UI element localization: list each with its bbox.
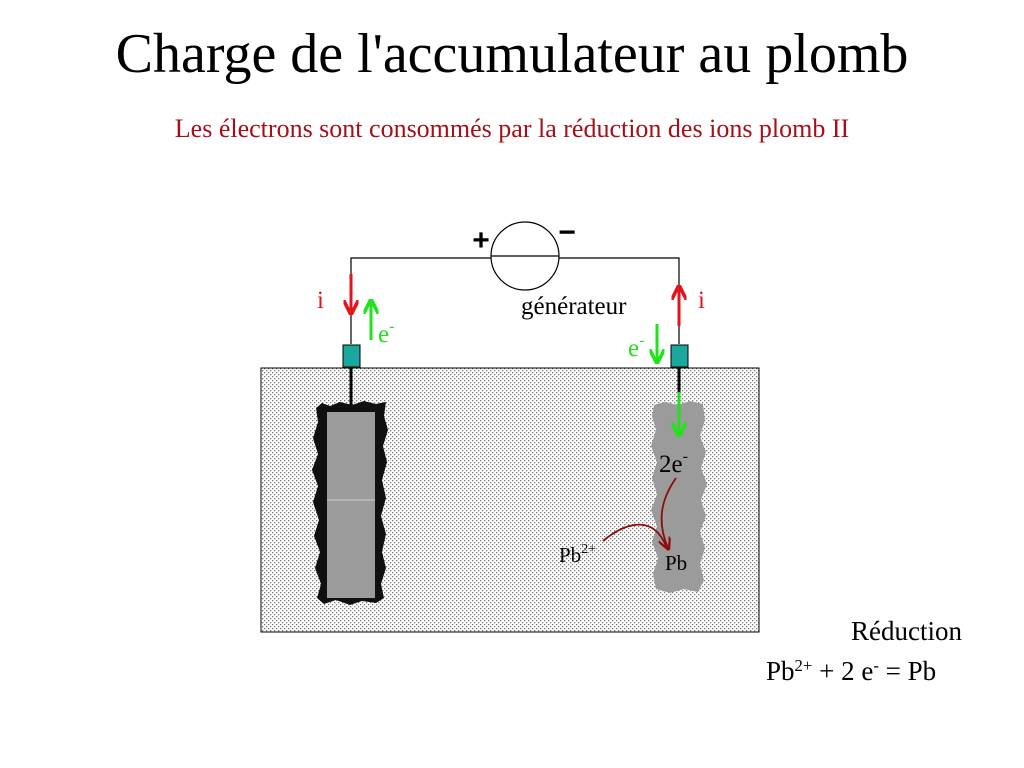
- lead-ion-label: $Pb^{2+}$: [559, 542, 597, 567]
- current-label-left: i: [317, 287, 324, 314]
- current-label-right: i: [698, 287, 705, 314]
- generator-label: générateur: [521, 293, 627, 320]
- right-terminal: [671, 345, 688, 367]
- reaction-lhs-charge: 2+: [794, 655, 813, 675]
- reaction-rhs: = Pb: [878, 656, 937, 686]
- two-electrons-label: 2e-: [659, 448, 688, 478]
- reaction-mid: + 2 e: [812, 656, 874, 686]
- left-terminal: [343, 345, 360, 367]
- minus-sign: −: [558, 216, 576, 249]
- lead-metal-label: Pb: [665, 551, 688, 575]
- left-electrode: [312, 401, 388, 605]
- page-title: Charge de l'accumulateur au plomb: [115, 23, 909, 85]
- reaction-lhs: Pb: [766, 656, 795, 686]
- electron-label-right: e-: [628, 332, 645, 362]
- circuit-wire: [351, 258, 679, 344]
- electron-label-left: e-: [378, 318, 395, 348]
- reaction-title: Réduction: [851, 616, 962, 646]
- page-subtitle: Les électrons sont consommés par la réduction des ions plomb II: [174, 114, 850, 143]
- plus-sign: +: [472, 224, 490, 257]
- reaction-equation: [766, 654, 936, 688]
- reaction-mid-charge: -: [873, 655, 879, 675]
